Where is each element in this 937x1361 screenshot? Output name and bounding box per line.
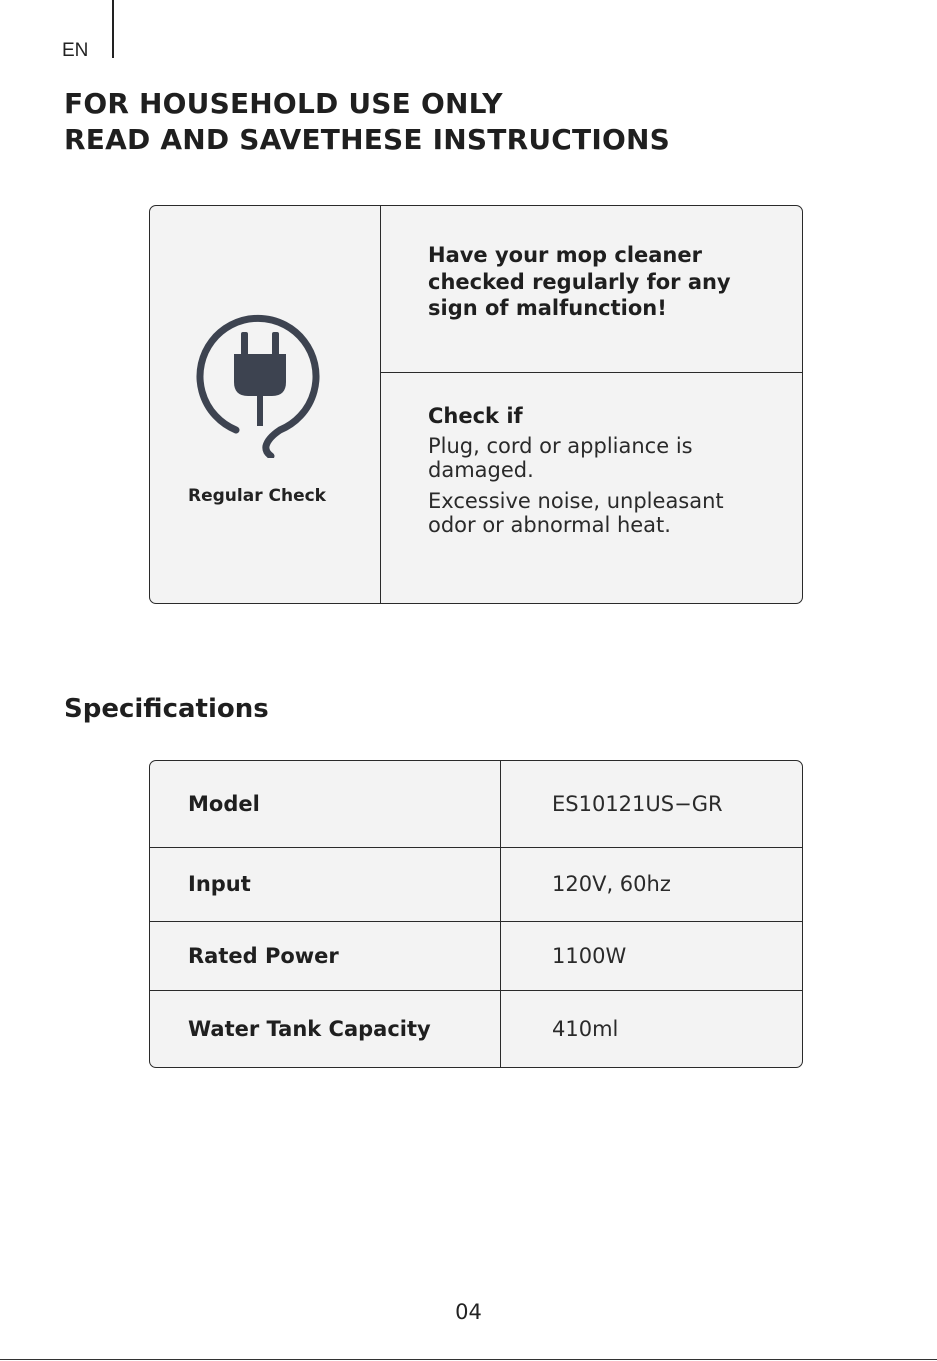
check-if-title: Check if [428, 404, 523, 428]
spec-value: 410ml [552, 1017, 619, 1041]
header-divider [112, 0, 114, 58]
spec-column-divider [500, 761, 501, 1067]
spec-row-water-tank [150, 990, 802, 1068]
heading-line-2: READ AND SAVETHESE INSTRUCTIONS [64, 123, 670, 156]
page-heading [64, 86, 670, 158]
language-code: EN [62, 40, 89, 61]
spec-label: Rated Power [188, 943, 339, 968]
spec-value: 1100W [552, 943, 627, 968]
warning-line-1: Have your mop cleaner [428, 243, 702, 267]
check-item-damage-line-1: Plug, cord or appliance is [428, 434, 693, 458]
spec-value: ES10121US−GR [552, 792, 723, 816]
footer-rule [0, 1359, 937, 1360]
spec-label: Model [188, 792, 260, 816]
plug-icon [196, 306, 324, 458]
warning-line-2: checked regularly for any [428, 269, 731, 294]
warning-cell [381, 206, 802, 373]
check-item-damage [428, 434, 724, 482]
check-if-section [428, 402, 724, 544]
check-item-noise [428, 489, 724, 537]
heading-line-1: FOR HOUSEHOLD USE ONLY [64, 87, 503, 120]
spec-row-input [150, 847, 802, 922]
spec-label: Input [188, 872, 251, 896]
warning-text [428, 242, 731, 322]
spec-row-model [150, 761, 802, 848]
spec-label: Water Tank Capacity [188, 1017, 431, 1041]
spec-row-rated-power [150, 921, 802, 991]
regular-check-label: Regular Check [188, 486, 326, 506]
specifications-heading: Specifications [64, 694, 269, 724]
page-number: 04 [455, 1300, 482, 1324]
check-item-noise-line-1: Excessive noise, unpleasant [428, 489, 724, 513]
regular-check-text-cell [381, 206, 802, 603]
specifications-table [149, 760, 803, 1068]
check-item-damage-line-2: damaged. [428, 458, 534, 482]
spec-value: 120V, 60hz [552, 872, 671, 896]
regular-check-icon-cell [150, 206, 381, 603]
warning-line-3: sign of malfunction! [428, 296, 667, 320]
regular-check-panel [149, 205, 803, 604]
check-item-noise-line-2: odor or abnormal heat. [428, 513, 671, 537]
